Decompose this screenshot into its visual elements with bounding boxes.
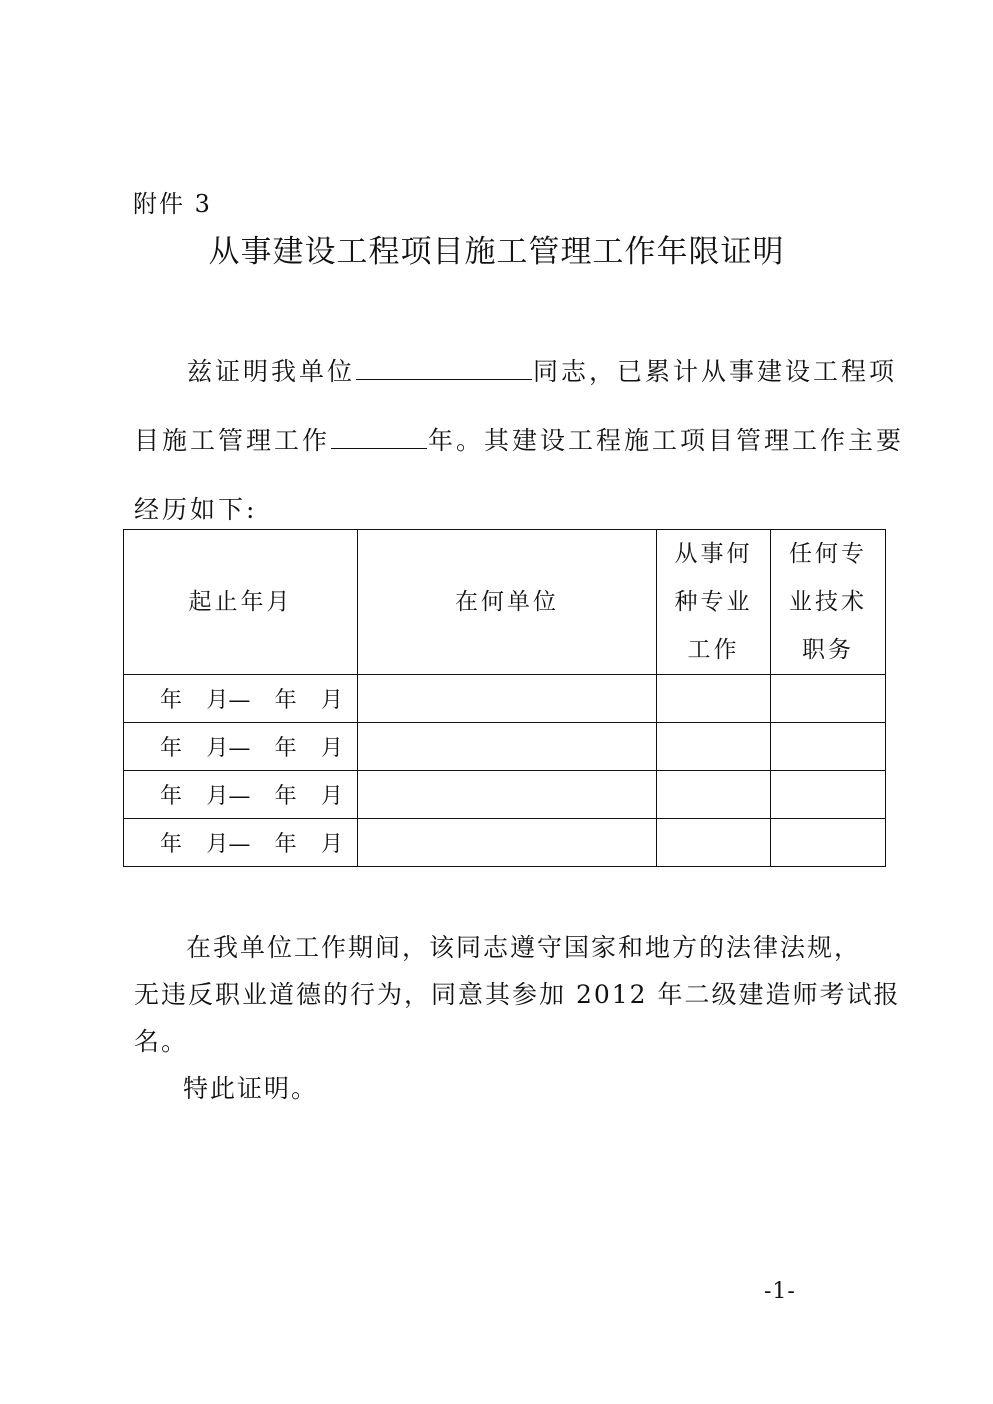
specialty-cell[interactable]: [657, 675, 771, 723]
employer-cell[interactable]: [358, 771, 657, 819]
employer-cell[interactable]: [358, 723, 657, 771]
position-cell[interactable]: [771, 819, 886, 867]
intro-line-2: [134, 421, 904, 457]
attachment-label: 附件 3: [133, 190, 212, 218]
work-history-table: [123, 529, 886, 867]
header-specialty: 从事何种专业工作: [657, 530, 771, 675]
intro-text-2b: 年。其建设工程施工项目管理工作主要: [428, 426, 905, 455]
table-row: [124, 819, 886, 867]
years-blank[interactable]: [331, 422, 427, 449]
period-cell[interactable]: 年 月— 年 月: [124, 819, 358, 867]
intro-text-2a: 目施工管理工作: [134, 426, 331, 455]
specialty-cell[interactable]: [657, 723, 771, 771]
table-row: [124, 723, 886, 771]
closing-line-4: 特此证明。: [183, 1074, 319, 1103]
document-title: 从事建设工程项目施工管理工作年限证明: [208, 234, 785, 270]
intro-line-3: 经历如下:: [134, 495, 258, 524]
position-cell[interactable]: [771, 771, 886, 819]
table-row: [124, 675, 886, 723]
position-cell[interactable]: [771, 723, 886, 771]
page-number: -1-: [764, 1279, 796, 1304]
period-cell[interactable]: 年 月— 年 月: [124, 675, 358, 723]
intro-text-1a: 兹证明我单位: [187, 357, 356, 386]
specialty-cell[interactable]: [657, 819, 771, 867]
closing-line-2: 无违反职业道德的行为，同意其参加 2012 年二级建造师考试报: [134, 980, 901, 1009]
closing-line-3: 名。: [134, 1027, 189, 1056]
period-cell[interactable]: 年 月— 年 月: [124, 723, 358, 771]
intro-text-1b: 同志，已累计从事建设工程项: [533, 357, 898, 386]
intro-line-1: [187, 352, 897, 388]
table-header-row: [124, 530, 886, 675]
header-position: 任何专业技术职务: [771, 530, 886, 675]
name-blank[interactable]: [356, 353, 532, 380]
employer-cell[interactable]: [358, 819, 657, 867]
employer-cell[interactable]: [358, 675, 657, 723]
header-period: 起止年月: [124, 530, 358, 675]
specialty-cell[interactable]: [657, 771, 771, 819]
table-row: [124, 771, 886, 819]
position-cell[interactable]: [771, 675, 886, 723]
closing-line-1: 在我单位工作期间，该同志遵守国家和地方的法律法规，: [186, 933, 862, 962]
header-employer: 在何单位: [358, 530, 657, 675]
period-cell[interactable]: 年 月— 年 月: [124, 771, 358, 819]
